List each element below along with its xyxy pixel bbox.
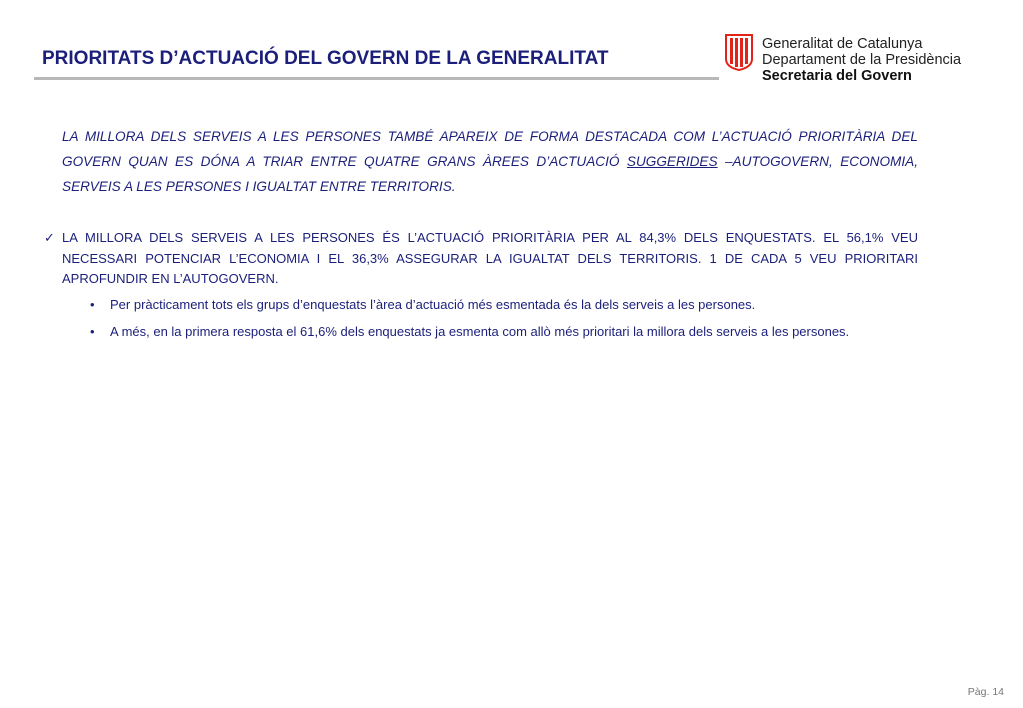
bullet-dot-icon: • (90, 324, 95, 339)
intro-underlined-word: SUGGERIDES (626, 154, 718, 169)
bullet-dot-icon: • (90, 297, 95, 312)
logo-line-departament: Departament de la Presidència (762, 52, 962, 68)
highlight-text: LA MILLORA DELS SERVEIS A LES PERSONES ÉS L’ACTUACIÓ PRIORITÀRIA PER AL 84,3% DELS ENQUESTATS. EL 56,1% VEU NECESSARI POTENCIAR L’ECONOMIA I EL 36,3% ASSEGURAR LA IGUALTAT DELS TERRITORIS. 1 DE CADA 5 VEU PRIORITARI APROFUNDIR EN L’AUTOGOVERN. (62, 230, 918, 286)
title-divider (34, 77, 719, 80)
highlight-item (44, 228, 918, 290)
senyera-emblem-icon (723, 33, 755, 71)
page-title: PRIORITATS D’ACTUACIÓ DEL GOVERN DE LA GENERALITAT (42, 48, 609, 69)
bullet-item (90, 320, 918, 343)
bullet-text: A més, en la primera resposta el 61,6% dels enquestats ja esmenta com allò més prioritari la millora dels serveis a les persones. (110, 324, 850, 339)
generalitat-logo (723, 33, 1013, 89)
bullet-text: Per pràcticament tots els grups d’enquestats l’àrea d’actuació més esmentada és la dels serveis a les persones. (110, 297, 756, 312)
bullet-item (90, 293, 918, 316)
logo-line-generalitat: Generalitat de Catalunya (762, 36, 923, 52)
logo-line-secretaria: Secretaria del Govern (762, 68, 912, 84)
intro-text-before: LA MILLORA DELS SERVEIS A LES PERSONES TAMBÉ APAREIX DE FORMA DESTACADA COM L’ACTUACIÓ PRIORITÀRIA DEL GOVERN QUAN ES DÓNA A TRIAR ENTRE QUATRE GRANS ÀREES D’ACTUACIÓ (62, 129, 918, 169)
page-number: Pàg. 14 (967, 686, 1004, 698)
checkmark-icon: ✓ (44, 230, 55, 245)
intro-text-after: –AUTOGOVERN, ECONOMIA, SERVEIS A LES PERSONES I IGUALTAT ENTRE TERRITORIS. (62, 154, 918, 194)
intro-paragraph (62, 124, 918, 199)
